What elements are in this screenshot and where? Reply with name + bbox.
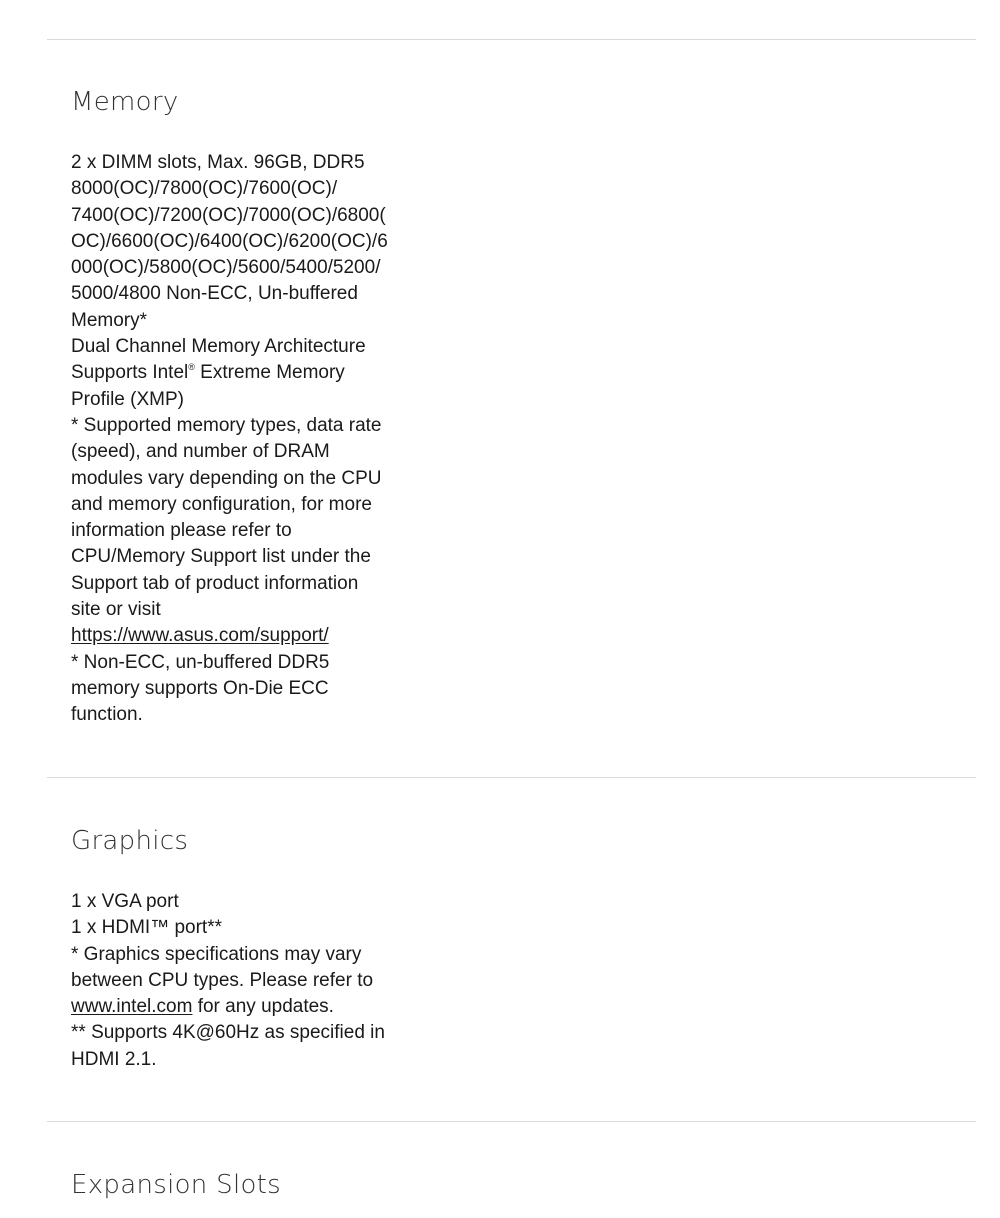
memory-line: Dual Channel Memory Architecture [71,336,366,358]
expansion-title: Expansion Slots [71,1170,282,1200]
memory-line: and memory configuration, for more [71,493,372,515]
graphics-note: * Graphics specifications may vary [71,943,362,965]
memory-line: Profile (XMP) [71,388,184,410]
graphics-vga: 1 x VGA port [71,891,179,912]
memory-line: CPU/Memory Support list under the [71,546,371,568]
registered-mark: ® [188,362,195,373]
graphics-note: HDMI 2.1. [71,1048,157,1070]
xmp-line [71,360,403,386]
memory-line: OC)/6600(OC)/6400(OC)/6200(OC)/6 [71,230,388,252]
divider-memory-graphics [47,777,976,778]
graphics-section [71,825,411,1073]
memory-line: site or visit [71,599,161,621]
memory-line: * Non-ECC, un-buffered DDR5 [71,651,330,673]
memory-line: Memory* [71,309,148,331]
graphics-body [71,889,403,1073]
memory-line: Support tab of product information [71,572,359,594]
memory-line: 2 x DIMM slots, Max. 96GB, DDR5 [71,152,365,173]
memory-line: information please refer to [71,520,292,542]
graphics-note: between CPU types. Please refer to [71,969,374,991]
memory-line: 5000/4800 Non-ECC, Un-buffered [71,283,358,305]
xmp-prefix: Supports Intel [71,362,189,384]
memory-line: 7400(OC)/7200(OC)/7000(OC)/6800( [71,204,386,226]
intel-link[interactable]: www.intel.com [71,996,193,1018]
graphics-note-suffix: for any updates. [192,996,334,1018]
expansion-section [71,1169,411,1201]
graphics-note: ** Supports 4K@60Hz as specified in [71,1022,385,1044]
asus-support-link[interactable]: https://www.asus.com/support/ [71,625,329,647]
graphics-title: Graphics [71,826,189,856]
memory-line: 8000(OC)/7800(OC)/7600(OC)/ [71,178,338,200]
graphics-note-link-line [71,994,403,1020]
memory-line: modules vary depending on the CPU [71,467,382,489]
memory-section [71,86,411,729]
memory-line-link [71,623,403,649]
graphics-hdmi: 1 x HDMI™ port** [71,917,222,939]
memory-title: Memory [71,87,179,117]
xmp-suffix: Extreme Memory [194,362,345,384]
memory-line: 000(OC)/5800(OC)/5600/5400/5200/ [71,257,381,279]
divider-top [47,39,976,40]
memory-body [71,150,403,729]
memory-line: (speed), and number of DRAM [71,441,330,463]
divider-graphics-expansion [47,1121,976,1122]
memory-line: memory supports On-Die ECC [71,677,329,699]
memory-line: * Supported memory types, data rate [71,414,382,436]
memory-line: function. [71,704,143,726]
